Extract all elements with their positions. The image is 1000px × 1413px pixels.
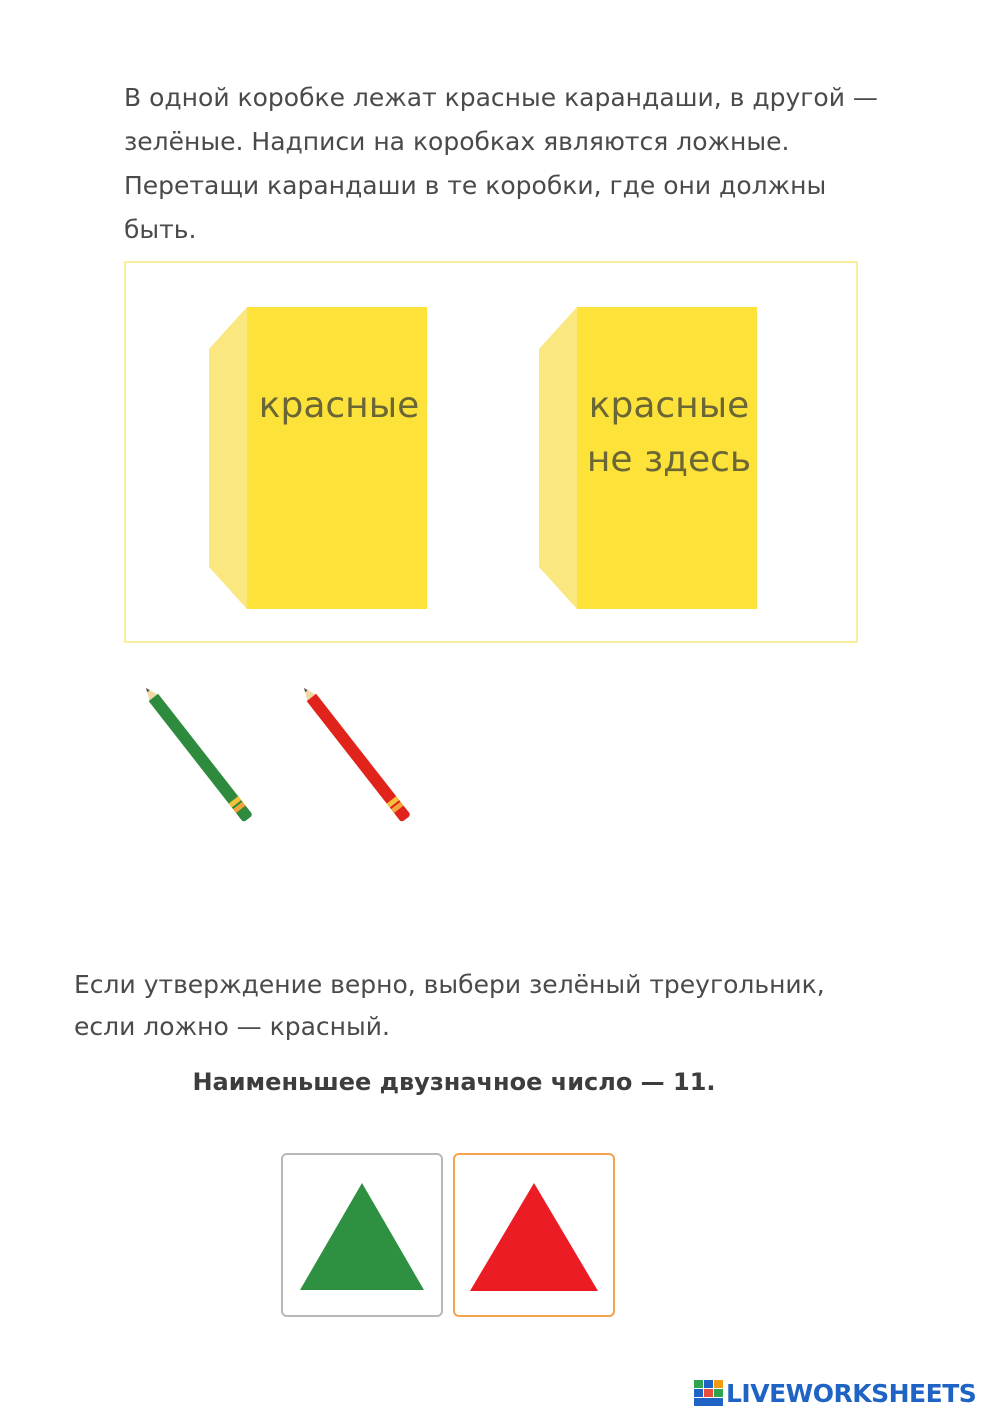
red-pencil[interactable] [294, 680, 424, 840]
statement-text: Наименьшее двузначное число — 11. [192, 1068, 716, 1096]
instruction-line: если ложно — красный. [74, 1012, 390, 1041]
task1-instruction [124, 76, 884, 252]
box-left-graphic [209, 305, 429, 609]
box-right-label: красные не здесь [586, 385, 752, 480]
green-triangle-icon [283, 1155, 441, 1315]
liveworksheets-logo [694, 1378, 976, 1408]
red-triangle-icon [455, 1155, 613, 1315]
drop-box-left[interactable] [209, 305, 429, 609]
green-pencil[interactable] [136, 680, 266, 840]
instruction-line: Если утверждение верно, выбери зелёный треугольник, [74, 970, 825, 999]
logo-text: LIVEWORKSHEETS [726, 1378, 977, 1408]
box-left-label: красные [258, 385, 420, 426]
drop-box-right[interactable] [539, 305, 759, 609]
false-option-button[interactable] [453, 1153, 615, 1317]
instruction-line: быть. [124, 215, 197, 244]
true-option-button[interactable] [281, 1153, 443, 1317]
instruction-line: В одной коробке лежат красные карандаши, в другой — [124, 83, 878, 112]
instruction-line: зелёные. Надписи на коробках являются ложные. [124, 127, 790, 156]
logo-mark-icon [694, 1380, 724, 1406]
instruction-line: Перетащи карандаши в те коробки, где они должны [124, 171, 827, 200]
task2-instruction [74, 964, 934, 1048]
